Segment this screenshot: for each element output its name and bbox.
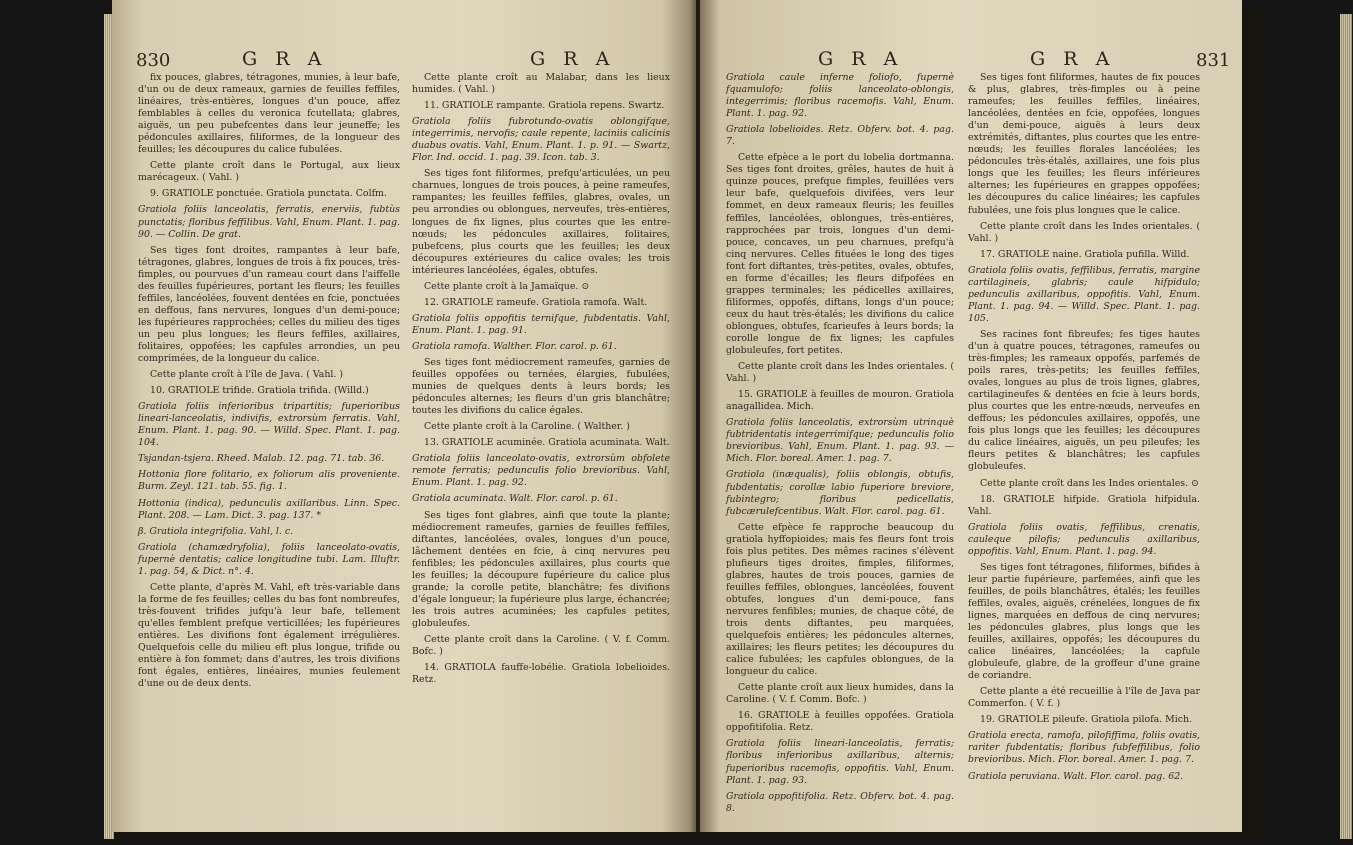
paragraph: 12. GRATIOLE rameufe. Gratiola ramofa. Walt.	[424, 296, 648, 308]
paragraph: Cette plante croît à l'île de Java. ( Vahl. )	[150, 369, 344, 381]
paragraph: Gratiola foliis oppofitis ternifque, fubdentatis. Vahl, Enum. Plant. 1. pag. 91.	[412, 312, 670, 336]
left-page-column-1	[138, 72, 400, 694]
paragraph: Ses tiges font glabres, ainfi que toute la plante; médiocrement rameufes, garnies de feuilles feffiles, diftantes, lancéolées, ovales, longues d'un pouce, lâchement dentées en fcie, à cinq nervures peu fenfibles; les pédoncules axillaires, plus courts que les feuilles; la découpure fupérieure du calice plus grande; la corolle petite, blanchâtre; fes divifions d'égale longueur; la fupérieure plus large, échancrée; les trois autres acuminées; les capfules petites, globuleufes.	[412, 509, 670, 629]
paragraph: Cette efpèce a le port du lobelia dortmanna. Ses tiges font droites, grêles, hautes de huit à quinze pouces, prefque fimples, feuillées vers leur bafe, quelquefois divifées, vers leur fommet, en deux rameaux fleuris; les feuilles feffiles, lancéolées, oblongues, très-entières, rapprochées par trois, longues d'un demi-pouce, concaves, un peu charnues, prefqu'à cinq nervures. Celles fituées le long des tiges font fort diftantes, très-petites, ovales, obtufes, en forme d'écailles; les fleurs difpofées en grappes terminales; les pédicelles axillaires, filiformes, oppofés, diftans, longs d'un pouce; ceux du haut très-étalés; les divifions du calice oblongues, obtufes, fcarieufes à leurs bords; la corolle longue de fix lignes; les capfules globuleufes, fort petites.	[726, 152, 954, 357]
right-page-edges	[1340, 14, 1352, 839]
paragraph: Gratiola foliis ovatis, feffilibus, crenatis, cauleque pilofis; pedunculis axillaribus, oppofitis. Vahl, Enum. Plant. 1. pag. 94.	[968, 521, 1200, 557]
paragraph: 14. GRATIOLA fauffe-lobélie. Gratiola lobelioides. Retz.	[412, 662, 670, 686]
running-head-left-col1: G R A	[242, 48, 328, 70]
paragraph: Cette plante croît dans le Portugal, aux lieux marécageux. ( Vahl. )	[138, 160, 400, 184]
paragraph: Cette plante a été recueillie à l'île de Java par Commerfon. ( V. f. )	[968, 686, 1200, 710]
paragraph: Gratiola caule inferne foliofo, fupernè fquamulofo; foliis lanceolato-oblongis, integerrimis; floribus racemofis. Vahl, Enum. Plant. 1. pag. 92.	[726, 72, 954, 120]
paragraph: 13. GRATIOLE acuminée. Gratiola acuminata. Walt.	[424, 437, 670, 449]
right-page-column-2	[968, 72, 1200, 787]
paragraph: 18. GRATIOLE hifpide. Gratiola hifpidula. Vahl.	[968, 493, 1200, 517]
paragraph: Gratiola foliis lineari-lanceolatis, ferratis; floribus inferioribus axillaribus, alternis; fuperioribus racemofis, oppofitis. Vahl, Enum. Plant. 1. pag. 93.	[726, 738, 954, 786]
paragraph: Hottonia flore folitario, ex foliorum alis proveniente. Burm. Zeyl. 121. tab. 55. fig. 1.	[138, 469, 400, 493]
paragraph: Gratiola foliis lanceolato-ovatis, extrorsùm obfolete remote ferratis; pedunculis folio brevioribus. Vahl, Enum. Plant. 1. pag. 92.	[412, 453, 670, 489]
paragraph: Ses tiges font filiformes, prefqu'articulées, un peu charnues, longues de trois pouces, à peine rameufes, rampantes; les feuilles feffiles, glabres, ovales, un peu arrondies ou oblongues, nerveufes, très-entières, longues de fix lignes, plus courtes que les entre-nœuds; les pédoncules axillaires, folitaires, pubefcens, plus courts que les feuilles; les deux découpures extérieures du calice ovales; les trois intérieures lancéolées, égales, obtufes.	[412, 168, 670, 276]
paragraph: Cette plante croît au Malabar, dans les lieux humides. ( Vahl. )	[412, 72, 670, 96]
paragraph: Cette plante croît dans les Indes orientales. ⊙	[980, 477, 1199, 489]
paragraph: Ses racines font fibreufes; fes tiges hautes d'un à quatre pouces, tétragones, rameufes ou très-fimples; les rameaux oppofés, parfemés de poils rares, très-petits; les feuilles feffiles, ovales, longues au plus de trois lignes, glabres, cartilagineufes & dentées en fcie à leurs bords, plus courtes que les entre-nœuds, nerveufes en deffous; les pédoncules axillaires, oppofés, une fois plus longs que les feuilles; les découpures du calice linéaires, aiguës, un peu pileufes; les fleurs petites & blanchâtres; les capfules globuleufes.	[968, 328, 1200, 473]
paragraph: Cette plante croît aux lieux humides, dans la Caroline. ( V. f. Comm. Bofc. )	[726, 682, 954, 706]
paragraph: Ses tiges font filiformes, hautes de fix pouces & plus, glabres, très-fimples ou à peine rameufes; les feuilles feffiles, linéaires, lancéolées, dentées en fcie, oppofées, longues d'un demi-pouce, aiguës à leurs deux extrémités, diftantes, plus courtes que les entre-nœuds; les feuilles florales lancéolées; les pédoncules très-étalés, axillaires, une fois plus longs que les feuilles; les fleurs inférieures alternes; les fupérieures en grappes oppofées; les découpures du calice linéaires; les capfules fubulées, une fois plus longues que le calice.	[968, 72, 1200, 216]
paragraph: Cette plante croît dans les Indes orientales. ( Vahl. )	[968, 220, 1200, 244]
paragraph: Gratiola foliis ovatis, feffilibus, ferratis, margine cartilagineis, glabris; caule hifpidulo; pedunculis axillaribus, oppofitis. Vahl, Enum. Plant. 1. pag. 94. — Willd. Spec. Plant. 1. pag. 105.	[968, 264, 1200, 324]
running-head-right-col1: G R A	[818, 48, 904, 70]
paragraph: fix pouces, glabres, tétragones, munies, à leur bafe, d'un ou de deux rameaux, garnies de feuilles feffiles, linéaires, très-entières, longues d'un pouce, affez femblables à celles du veronica fcutellata; glabres, aiguës, un peu pubefcentes dans leur jeuneffe; les pédoncules axillaires, filiformes, de la longueur des feuilles; les découpures du calice fubulées.	[138, 72, 400, 156]
paragraph: 9. GRATIOLE ponctuée. Gratiola punctata. Colfm.	[150, 188, 387, 200]
paragraph: 10. GRATIOLE trifide. Gratiola trifida. (Willd.)	[150, 385, 369, 397]
paragraph: Cette plante croît à la Jamaïque. ⊙	[424, 280, 590, 292]
paragraph: Gratiola peruviana. Walt. Flor. carol. pag. 62.	[968, 770, 1184, 782]
paragraph: Gratiola ramofa. Walther. Flor. carol. p. 61.	[412, 340, 617, 352]
paragraph: Gratiola erecta, ramofa, pilofiffima, foliis ovatis, rariter fubdentatis; floribus fubfeffilibus, folio brevioribus. Mich. Flor. boreal. Amer. 1. pag. 7.	[968, 730, 1200, 766]
paragraph: Gratiola foliis lanceolatis, extrorsùm utrinquè fubtridentatis integerrimifque; pedunculis folio brevioribus. Vahl, Enum. Plant. 1. pag. 93. — Mich. Flor. boreal. Amer. 1. pag. 7.	[726, 417, 954, 465]
paragraph: Ses tiges font médiocrement rameufes, garnies de feuilles oppofées ou ternées, élargies, fubulées, munies de quelques dents à leurs bords; les pédoncules alternes; les fleurs d'un gris blanchâtre; toutes les divifions du calice égales.	[412, 356, 670, 417]
paragraph: Ses tiges font tétragones, filiformes, bifides à leur partie fupérieure, parfemées, ainfi que les feuilles, de poils blanchâtres, étalés; les feuilles feffiles, ovales, aiguës, crénelées, longues de fix lignes, marquées en deffous de cinq nervures; les pédoncules glabres, plus longs que les feuilles, axillaires, oppofés; les découpures du calice linéaires, lancéolées; la capfule globuleufe, glabre, de la groffeur d'une graine de coriandre.	[968, 561, 1200, 682]
paragraph: Gratiola foliis fubrotundo-ovatis oblongifque, integerrimis, nervofis; caule repente, laciniis calicinis duabus ovatis. Vahl, Enum. Plant. 1. p. 91. — Swartz, Flor. Ind. occid. 1. pag. 39. Icon. tab. 3.	[412, 116, 670, 164]
right-page-column-1	[726, 72, 954, 819]
paragraph: Tsjandan-tsjera. Rheed. Malab. 12. pag. 71. tab. 36.	[138, 453, 385, 465]
paragraph: 17. GRATIOLE naine. Gratiola pufilla. Willd.	[980, 248, 1190, 260]
paragraph: Gratiola acuminata. Walt. Flor. carol. p. 61.	[412, 493, 618, 505]
running-head-left-col2: G R A	[530, 48, 616, 70]
paragraph: 15. GRATIOLE à feuilles de mouron. Gratiola anagallidea. Mich.	[726, 389, 954, 413]
paragraph: Gratiola (inæqualis), foliis oblongis, obtufis, fubdentatis; corollæ labio fuperiore breviore, fubintegro; floribus pedicellatis, fubcærulefcentibus. Walt. Flor. carol. pag. 61.	[726, 469, 954, 517]
page-number-right: 831	[1196, 50, 1231, 71]
paragraph: 11. GRATIOLE rampante. Gratiola repens. Swartz.	[424, 100, 665, 112]
paragraph: Cette plante croît dans les Indes orientales. ( Vahl. )	[726, 361, 954, 385]
left-page-column-2	[412, 72, 670, 690]
paragraph: Gratiola lobelioides. Retz. Obferv. bot. 4. pag. 7.	[726, 124, 954, 148]
page-number-left: 830	[136, 50, 171, 71]
paragraph: Hottonia (indica), pedunculis axillaribus. Linn. Spec. Plant. 208. — Lam. Dict. 3. pag. 137. *	[138, 497, 400, 521]
paragraph: Cette plante croît à la Caroline. ( Walther. )	[424, 421, 630, 433]
right-page	[700, 0, 1242, 832]
paragraph: Gratiola foliis inferioribus tripartitis; fuperioribus lineari-lanceolatis, indivifis, extrorsùm ferratis. Vahl, Enum. Plant. 1. pag. 90. — Willd. Spec. Plant. 1. pag. 104.	[138, 401, 400, 449]
left-page	[112, 0, 696, 832]
paragraph: Gratiola (chamædryfolia), foliis lanceolato-ovatis, fupernè dentatis; calice longitudine tubi. Lam. Illuftr. 1. pag. 54, & Dict. n°. 4.	[138, 541, 400, 577]
paragraph: Gratiola foliis lanceolatis, ferratis, enerviis, fubtùs punctatis; floribus feffilibus. Vahl, Enum. Plant. 1. pag. 90. — Collin. De grat.	[138, 204, 400, 240]
paragraph: β. Gratiola integrifolia. Vahl, l. c.	[138, 525, 294, 537]
paragraph: Cette plante, d'après M. Vahl, eft très-variable dans la forme de fes feuilles; celles du bas font nombreufes, très-fouvent trifides jufqu'à leur bafe, tellement qu'elles femblent prefque verticillées; les fupérieures entières. Les divifions font également irrégulières. Quelquefois celle du milieu eft plus longue, trifide ou entière à fon fommet; dans d'autres, les trois divifions font égales, entières, linéaires, munies feulement d'une ou de deux dents.	[138, 581, 400, 690]
paragraph: Cette efpèce fe rapproche beaucoup du gratiola hyffopioides; mais fes fleurs font trois fois plus petites. Des mêmes racines s'élèvent plufieurs tiges droites, fimples, filiformes, glabres, hautes de trois pouces, garnies de feuilles feffiles, oblongues, lancéolées, fouvent obtufes, longues d'un demi-pouce, fans nervures fenfibles; munies, de chaque côté, de trois dents diftantes, peu marquées, quelquefois entières; les pédoncules alternes, axillaires; les fleurs petites; les découpures du calice fubulées; les capfules oblongues, de la longueur du calice.	[726, 521, 954, 678]
paragraph: 16. GRATIOLE à feuilles oppofées. Gratiola oppofitifolia. Retz.	[726, 710, 954, 734]
paragraph: 19. GRATIOLE pileufe. Gratiola pilofa. Mich.	[980, 714, 1193, 726]
paragraph: Cette plante croît dans la Caroline. ( V. f. Comm. Bofc. )	[412, 633, 670, 658]
running-head-right-col2: G R A	[1030, 48, 1116, 70]
paragraph: Gratiola oppofitifolia. Retz. Obferv. bot. 4. pag. 8.	[726, 790, 954, 814]
paragraph: Ses tiges font droites, rampantes à leur bafe, tétragones, glabres, longues de trois à fix pouces, très-fimples, ou pourvues d'un rameau court dans l'aiffelle des feuilles fupérieures, portant les fleurs; les feuilles feffiles, lancéolées, fouvent dentées en fcie, ponctuées en deffous, fans nervures, longues d'un demi-pouce; les fupérieures rapprochées; celles du milieu des tiges un peu plus longues; les fleurs feffiles, axillaires, folitaires, oppofées; les capfules arrondies, un peu comprimées, de la longueur du calice.	[138, 244, 400, 365]
